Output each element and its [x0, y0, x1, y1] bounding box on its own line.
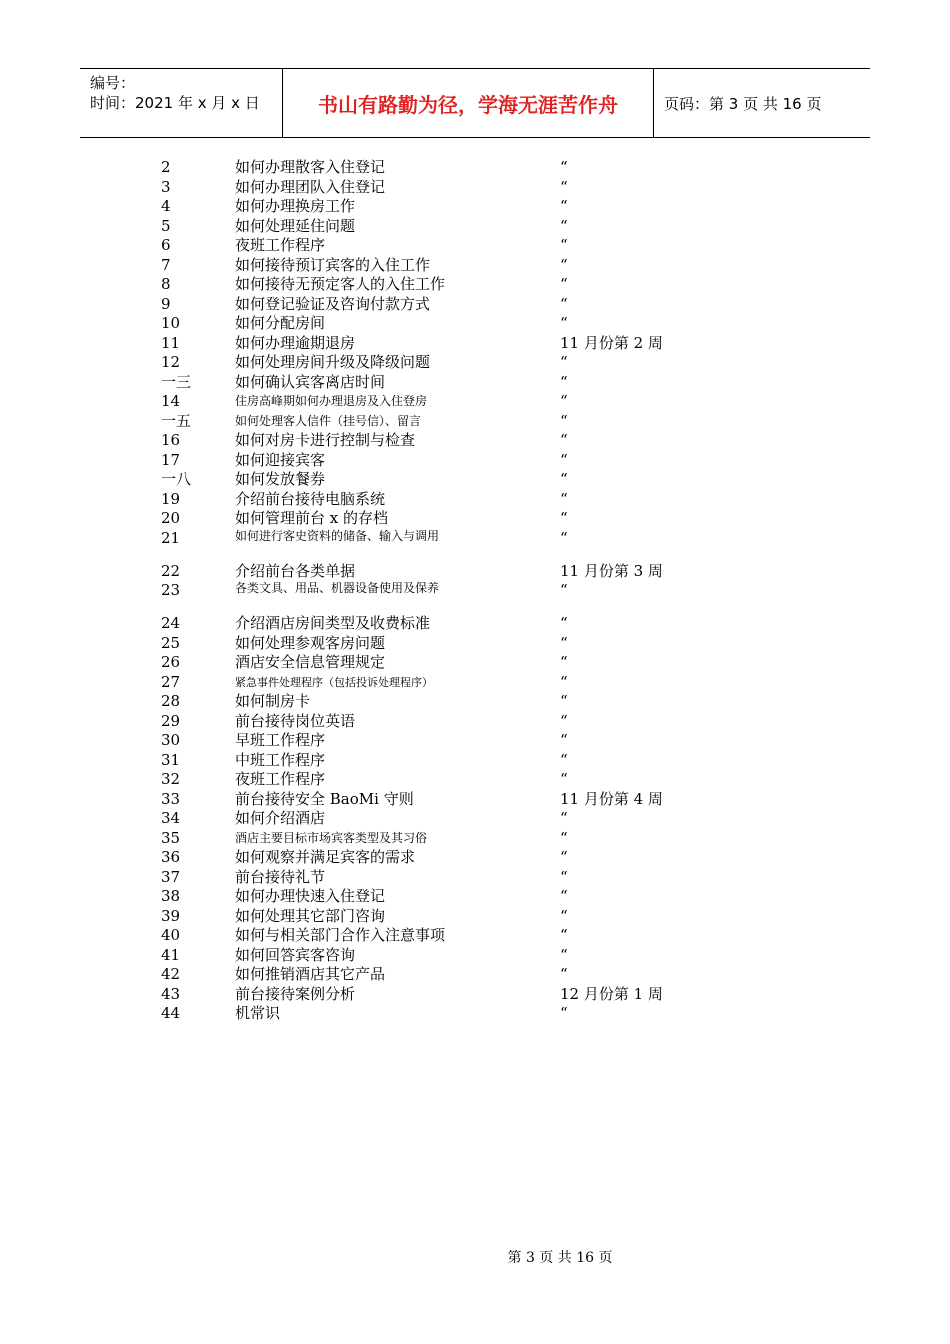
course-list: [0, 158, 950, 1024]
item-week: “: [560, 294, 568, 313]
item-number: 41: [161, 945, 181, 964]
item-number: 3: [161, 177, 171, 196]
footer-page-number: 第 3 页 共 16 页: [507, 1250, 613, 1266]
item-week: “: [560, 731, 568, 749]
item-title: 如何接待预订宾客的入住工作: [235, 255, 431, 274]
item-number: 36: [161, 848, 181, 866]
list-item: [0, 451, 950, 471]
item-number: 4: [161, 197, 171, 215]
item-title: 介绍前台各类单据: [235, 561, 356, 580]
list-item: [0, 848, 950, 868]
item-title: 各类文具、用品、机器设备使用及保养: [235, 581, 440, 595]
item-number: 34: [161, 809, 181, 827]
item-week: 12 月份第 1 周: [560, 984, 663, 1003]
list-item: [0, 581, 950, 614]
item-number: 24: [161, 614, 181, 632]
item-week: “: [560, 314, 568, 332]
item-week: “: [560, 614, 568, 632]
item-number: 42: [161, 965, 181, 983]
item-week: “: [560, 470, 568, 488]
motto: 书山有路勤为径，学海无涯苦作舟: [282, 69, 654, 137]
item-week: “: [560, 177, 568, 196]
list-item: [0, 509, 950, 529]
item-title: 前台接待岗位英语: [235, 711, 356, 730]
item-week: 11 月份第 2 周: [560, 333, 663, 352]
item-number: 7: [161, 255, 171, 274]
item-number: 一八: [161, 470, 192, 488]
list-item: [0, 868, 950, 888]
item-number: 23: [161, 581, 181, 599]
item-week: “: [560, 1004, 568, 1022]
item-title: 如何迎接宾客: [235, 450, 326, 469]
item-number: 30: [161, 731, 181, 749]
item-week: “: [560, 848, 568, 866]
item-number: 32: [161, 770, 181, 788]
item-number: 28: [161, 692, 181, 710]
item-title: 如何办理逾期退房: [235, 333, 356, 352]
list-item: [0, 178, 950, 198]
list-item: [0, 373, 950, 393]
item-week: “: [560, 770, 568, 788]
item-week: “: [560, 750, 568, 769]
item-number: 37: [161, 867, 181, 886]
item-week: “: [560, 945, 568, 964]
item-week: “: [560, 236, 568, 254]
item-title: 如何观察并满足宾客的需求: [235, 848, 416, 866]
item-week: “: [560, 197, 568, 215]
item-number: 27: [161, 672, 181, 691]
item-week: “: [560, 692, 568, 710]
item-week: “: [560, 867, 568, 886]
list-item: [0, 529, 950, 562]
item-title: 如何回答宾客咨询: [235, 945, 356, 964]
item-title: 如何办理快速入住登记: [235, 887, 386, 905]
item-title: 酒店主要目标市场宾客类型及其习俗: [235, 830, 428, 845]
item-number: 6: [161, 236, 171, 254]
list-item: [0, 217, 950, 237]
item-week: “: [560, 581, 568, 599]
item-week: “: [560, 528, 568, 547]
list-item: [0, 809, 950, 829]
list-item: [0, 295, 950, 315]
list-item: [0, 614, 950, 634]
item-number: 20: [161, 509, 181, 527]
item-week: “: [560, 633, 568, 652]
item-week: “: [560, 216, 568, 235]
item-number: 21: [161, 528, 181, 547]
item-title: 如何办理换房工作: [235, 197, 356, 215]
item-title: 介绍前台接待电脑系统: [235, 489, 386, 508]
list-item: [0, 1004, 950, 1024]
list-item: [0, 653, 950, 673]
number-label: 编号：: [90, 74, 136, 92]
list-item: [0, 236, 950, 256]
item-week: “: [560, 809, 568, 827]
list-item: [0, 490, 950, 510]
item-title: 如何确认宾客离店时间: [235, 372, 386, 391]
item-number: 38: [161, 887, 181, 905]
list-item: [0, 692, 950, 712]
item-title: 机常识: [235, 1004, 281, 1022]
list-item: [0, 158, 950, 178]
item-title: 早班工作程序: [235, 731, 326, 749]
item-number: 35: [161, 828, 181, 847]
item-week: “: [560, 353, 568, 371]
list-item: [0, 731, 950, 751]
item-number: 9: [161, 294, 171, 313]
page-footer: [0, 1247, 950, 1267]
list-item: [0, 392, 950, 412]
list-item: [0, 907, 950, 927]
item-title: 如何管理前台 x 的存档: [235, 509, 388, 527]
item-number: 12: [161, 353, 181, 371]
item-title: 前台接待案例分析: [235, 984, 356, 1003]
list-item: [0, 965, 950, 985]
item-title: 夜班工作程序: [235, 236, 326, 254]
item-number: 43: [161, 984, 181, 1003]
item-title: 如何办理散客入住登记: [235, 158, 386, 176]
item-week: “: [560, 372, 568, 391]
item-number: 25: [161, 633, 181, 652]
item-week: “: [560, 158, 568, 176]
item-title: 如何处理客人信件（挂号信）、留言: [235, 413, 422, 428]
item-number: 11: [161, 333, 181, 352]
list-item: [0, 197, 950, 217]
item-title: 如何处理延住问题: [235, 216, 356, 235]
time-label: 时间：2021 年 x 月 x 日: [90, 94, 260, 112]
item-title: 如何推销酒店其它产品: [235, 965, 386, 983]
item-title: 如何制房卡: [235, 692, 311, 710]
page-label: 页码：第 3 页 共 16 页: [664, 94, 822, 113]
item-title: 如何发放餐券: [235, 470, 326, 488]
item-title: 如何对房卡进行控制与检查: [235, 431, 416, 449]
list-item: [0, 353, 950, 373]
item-title: 如何介绍酒店: [235, 809, 326, 827]
list-item: [0, 334, 950, 354]
list-item: [0, 829, 950, 849]
list-item: [0, 946, 950, 966]
list-item: [0, 751, 950, 771]
item-week: “: [560, 275, 568, 293]
list-item: [0, 887, 950, 907]
item-week: “: [560, 965, 568, 983]
item-title: 中班工作程序: [235, 750, 326, 769]
list-item: [0, 562, 950, 582]
list-item: [0, 256, 950, 276]
item-week: “: [560, 906, 568, 925]
item-week: “: [560, 653, 568, 671]
item-week: “: [560, 411, 568, 430]
item-number: 44: [161, 1004, 181, 1022]
item-week: “: [560, 489, 568, 508]
item-week: “: [560, 509, 568, 527]
item-title: 前台接待礼节: [235, 867, 326, 886]
list-item: [0, 673, 950, 693]
list-item: [0, 790, 950, 810]
item-week: “: [560, 672, 568, 691]
item-week: “: [560, 431, 568, 449]
item-week: “: [560, 711, 568, 730]
item-number: 33: [161, 789, 181, 808]
item-number: 一五: [161, 411, 192, 430]
item-number: 26: [161, 653, 181, 671]
item-title: 住房高峰期如何办理退房及入住登房: [235, 394, 428, 408]
item-number: 14: [161, 392, 181, 410]
item-number: 29: [161, 711, 181, 730]
item-week: “: [560, 828, 568, 847]
list-item: [0, 634, 950, 654]
list-item: [0, 412, 950, 432]
page-header: [80, 68, 870, 138]
item-title: 前台接待安全 BaoMi 守则: [235, 789, 414, 808]
item-title: 如何与相关部门合作入注意事项: [235, 926, 446, 944]
list-item: [0, 431, 950, 451]
item-week: 11 月份第 3 周: [560, 561, 663, 580]
item-title: 紧急事件处理程序（包括投诉处理程序）: [235, 675, 433, 689]
header-left-cell: [80, 69, 282, 137]
item-number: 19: [161, 489, 181, 508]
list-item: [0, 712, 950, 732]
item-title: 如何处理其它部门咨询: [235, 906, 386, 925]
item-number: 39: [161, 906, 181, 925]
item-title: 如何接待无预定客人的入住工作: [235, 275, 446, 293]
item-number: 22: [161, 561, 181, 580]
item-title: 如何办理团队入住登记: [235, 177, 386, 196]
item-week: 11 月份第 4 周: [560, 789, 663, 808]
item-title: 如何分配房间: [235, 314, 326, 332]
item-title: 夜班工作程序: [235, 770, 326, 788]
list-item: [0, 275, 950, 295]
item-number: 10: [161, 314, 181, 332]
item-week: “: [560, 926, 568, 944]
list-item: [0, 314, 950, 334]
item-week: “: [560, 887, 568, 905]
item-number: 40: [161, 926, 181, 944]
item-number: 31: [161, 750, 181, 769]
item-title: 如何处理房间升级及降级问题: [235, 353, 431, 371]
item-week: “: [560, 392, 568, 410]
item-title: 如何处理参观客房问题: [235, 633, 386, 652]
item-number: 8: [161, 275, 171, 293]
item-number: 5: [161, 216, 171, 235]
item-number: 一三: [161, 372, 192, 391]
list-item: [0, 470, 950, 490]
item-number: 2: [161, 158, 171, 176]
item-number: 16: [161, 431, 181, 449]
item-title: 酒店安全信息管理规定: [235, 653, 386, 671]
item-week: “: [560, 450, 568, 469]
item-number: 17: [161, 450, 181, 469]
item-week: “: [560, 255, 568, 274]
item-title: 如何进行客史资料的储备、输入与调用: [235, 528, 440, 543]
list-item: [0, 770, 950, 790]
item-title: 介绍酒店房间类型及收费标准: [235, 614, 431, 632]
item-title: 如何登记验证及咨询付款方式: [235, 294, 431, 313]
list-item: [0, 926, 950, 946]
list-item: [0, 985, 950, 1005]
